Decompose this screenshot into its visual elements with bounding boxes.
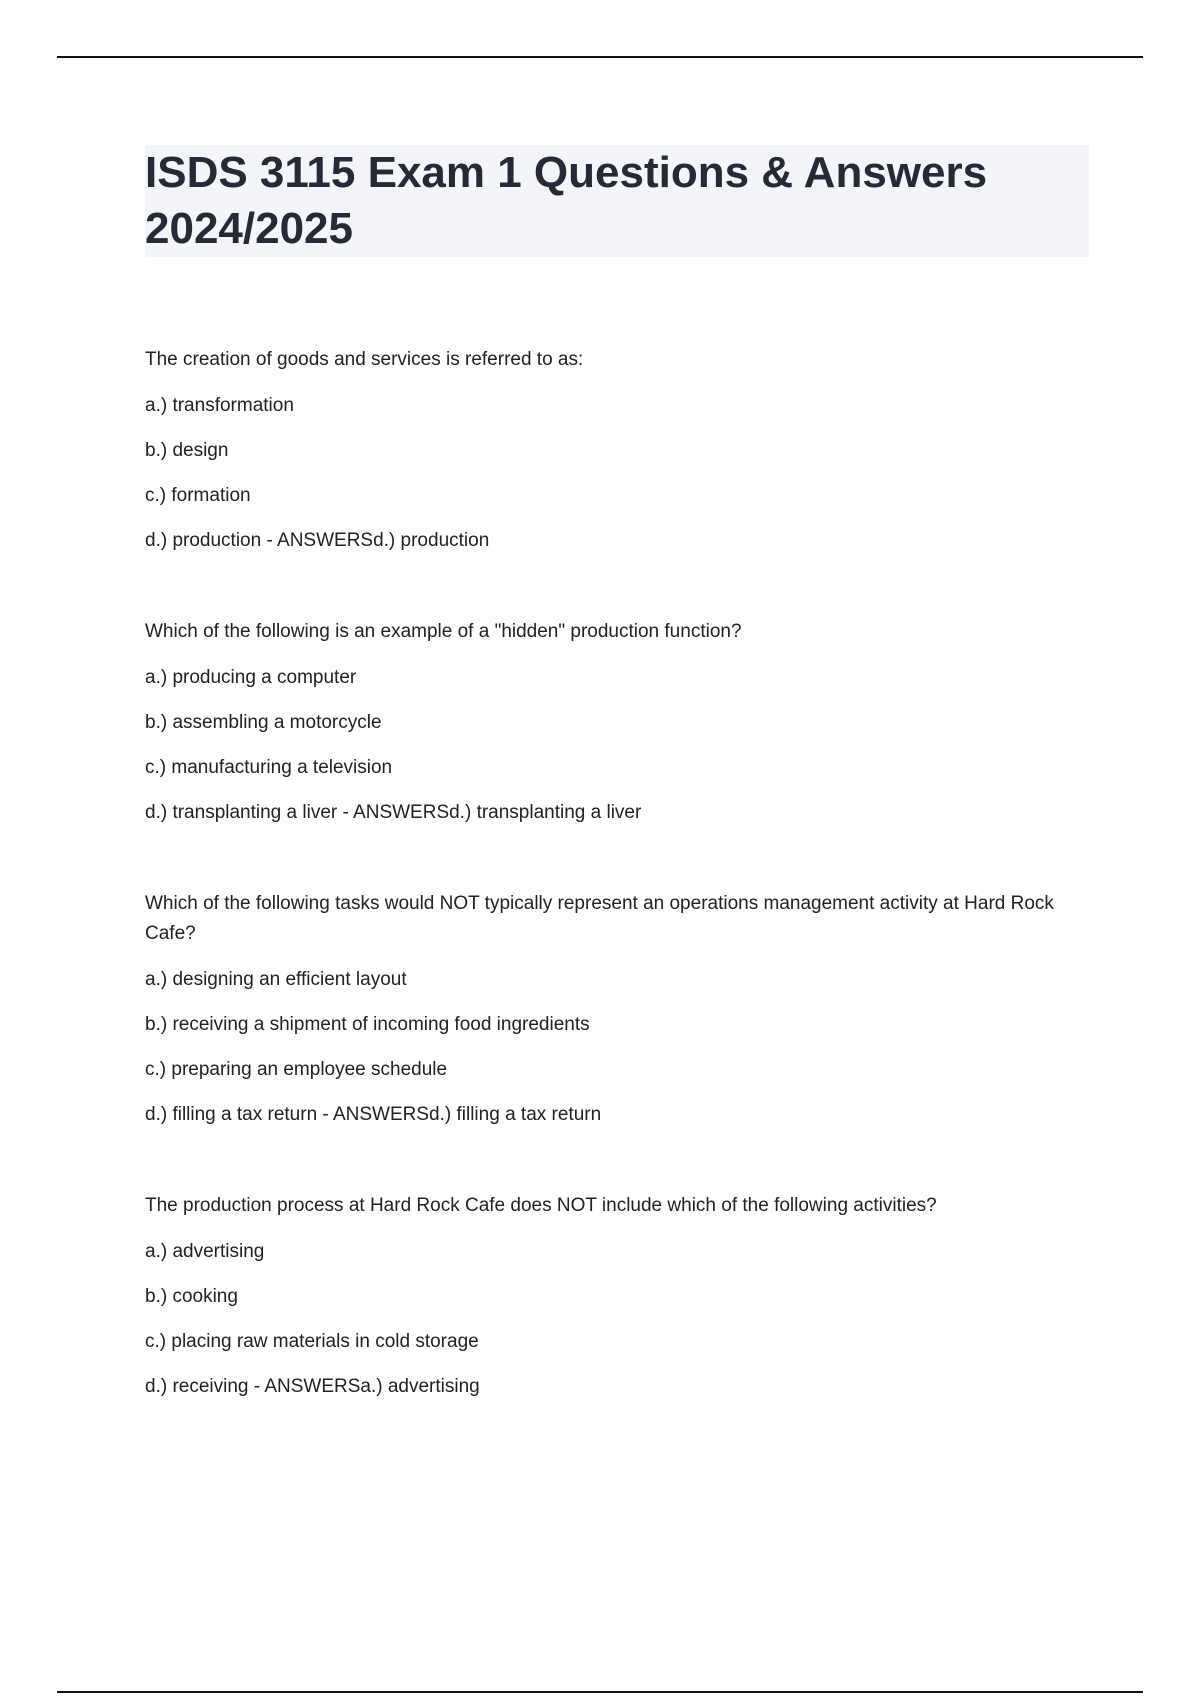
answer-option-a: a.) designing an efficient layout — [145, 969, 407, 990]
answer-option-a: a.) producing a computer — [145, 667, 357, 688]
answer-option-d: d.) production - ANSWERSd.) production — [145, 530, 490, 551]
question-block — [145, 345, 1085, 617]
answer-option-c: c.) manufacturing a television — [145, 757, 393, 778]
answer-option-c: c.) preparing an employee schedule — [145, 1059, 448, 1080]
answer-option-c: c.) placing raw materials in cold storage — [145, 1331, 479, 1352]
answer-option-d: d.) transplanting a liver - ANSWERSd.) transplanting a liver — [145, 802, 642, 823]
answer-option-b: b.) cooking — [145, 1286, 238, 1307]
question-text: The production process at Hard Rock Cafe does NOT include which of the following activities? — [145, 1195, 937, 1216]
answer-option-a: a.) advertising — [145, 1241, 265, 1262]
answer-option-d: d.) receiving - ANSWERSa.) advertising — [145, 1376, 480, 1397]
bottom-divider — [57, 1691, 1143, 1693]
answer-option-c: c.) formation — [145, 485, 251, 506]
answer-option-b: b.) receiving a shipment of incoming food ingredients — [145, 1014, 590, 1035]
question-list — [145, 345, 1085, 1463]
question-text: The creation of goods and services is referred to as: — [145, 349, 584, 370]
answer-option-b: b.) design — [145, 440, 229, 461]
title-block — [145, 145, 1089, 257]
question-block — [145, 617, 1085, 889]
answer-option-d: d.) filling a tax return - ANSWERSd.) filling a tax return — [145, 1104, 602, 1125]
answer-option-b: b.) assembling a motorcycle — [145, 712, 382, 733]
answer-option-a: a.) transformation — [145, 395, 294, 416]
top-divider — [57, 56, 1143, 58]
question-block — [145, 889, 1085, 1191]
page-title: ISDS 3115 Exam 1 Questions & Answers 2024/2025 — [145, 148, 988, 253]
question-text: Which of the following is an example of a "hidden" production function? — [145, 621, 742, 642]
question-block — [145, 1191, 1085, 1463]
question-text: Which of the following tasks would NOT typically represent an operations management activity at Hard Rock Cafe? — [145, 893, 1054, 944]
